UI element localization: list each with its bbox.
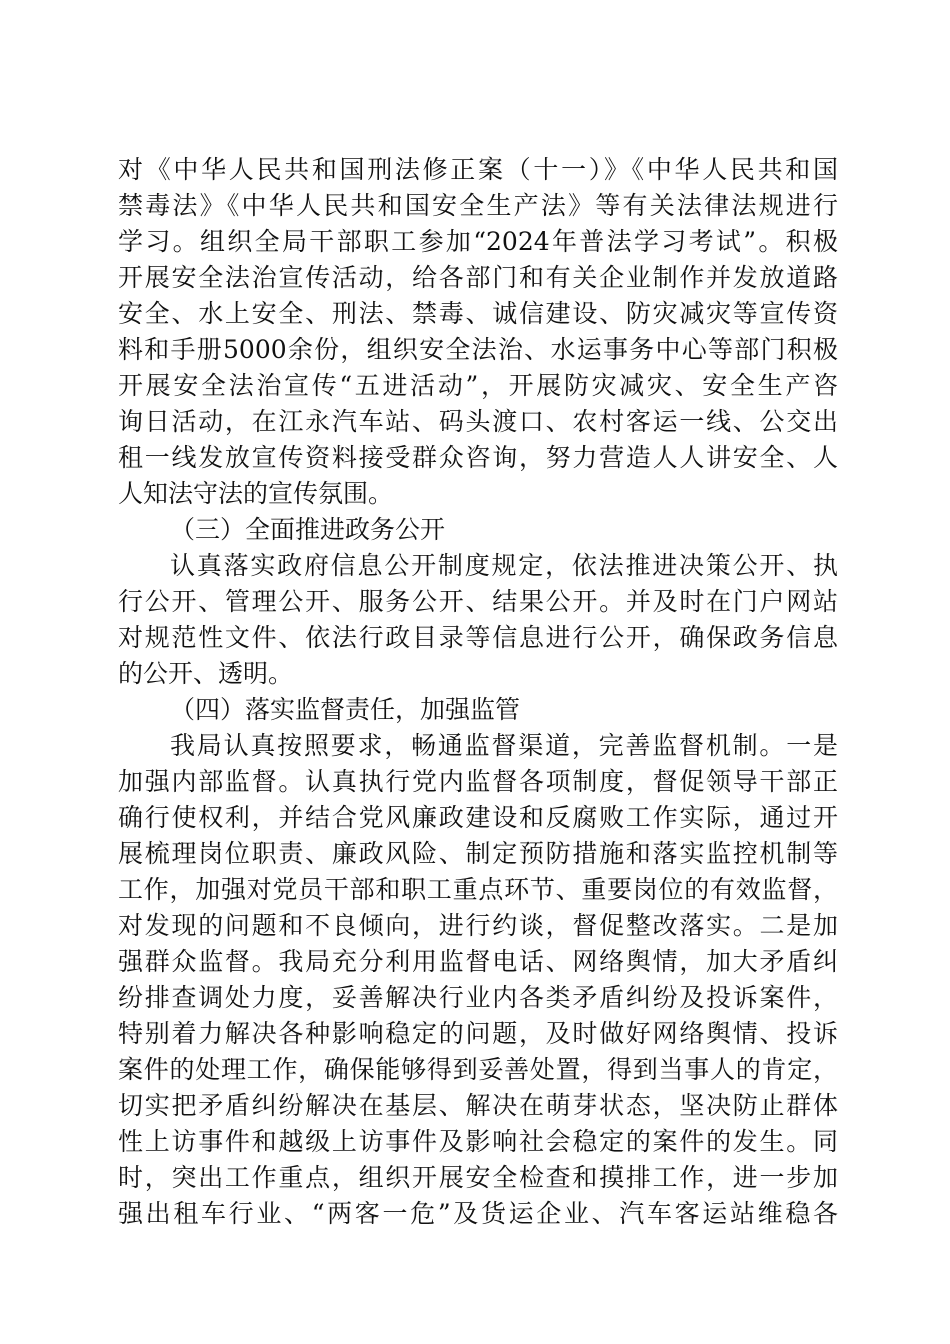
text-line: 对发现的问题和不良倾向，进行约谈，督促整改落实。二是加 xyxy=(118,911,838,940)
text-line: 开展安全法治宣传“五进活动”，开展防灾减灾、安全生产咨 xyxy=(118,371,838,400)
text-line: 对《中华人民共和国刑法修正案（十一）》《中华人民共和国 xyxy=(118,155,838,184)
text-line: 展梳理岗位职责、廉政风险、制定预防措施和落实监控机制等 xyxy=(118,839,838,868)
text-line: 案件的处理工作，确保能够得到妥善处置，得到当事人的肯定， xyxy=(118,1055,838,1084)
section-heading: （四）落实监督责任，加强监管 xyxy=(170,695,521,724)
text-line: 安全、水上安全、刑法、禁毒、诚信建设、防灾减灾等宣传资 xyxy=(118,299,838,328)
text-line: 性上访事件和越级上访事件及影响社会稳定的案件的发生。同 xyxy=(118,1127,838,1156)
text-line: 人知法守法的宣传氛围。 xyxy=(118,479,394,508)
text-line: 纷排查调处力度，妥善解决行业内各类矛盾纠纷及投诉案件， xyxy=(118,983,838,1012)
text-line: 行公开、管理公开、服务公开、结果公开。并及时在门户网站 xyxy=(118,587,838,616)
document-body xyxy=(118,152,838,1232)
text-line: 学习。组织全局干部职工参加“2024年普法学习考试”。积极 xyxy=(118,227,838,256)
text-line: 确行使权利，并结合党风廉政建设和反腐败工作实际，通过开 xyxy=(118,803,838,832)
text-line: 强出租车行业、“两客一危”及货运企业、汽车客运站维稳各 xyxy=(118,1199,838,1228)
text-line: 加强内部监督。认真执行党内监督各项制度，督促领导干部正 xyxy=(118,767,838,796)
text-line: 特别着力解决各种影响稳定的问题，及时做好网络舆情、投诉 xyxy=(118,1019,838,1048)
section-heading: （三）全面推进政务公开 xyxy=(170,515,446,544)
text-line: 工作，加强对党员干部和职工重点环节、重要岗位的有效监督， xyxy=(118,875,838,904)
text-line: 对规范性文件、依法行政目录等信息进行公开，确保政务信息 xyxy=(118,623,838,652)
text-line: 的公开、透明。 xyxy=(118,659,294,688)
text-line: 时，突出工作重点，组织开展安全检查和摸排工作，进一步加 xyxy=(118,1163,838,1192)
text-line: 询日活动，在江永汽车站、码头渡口、农村客运一线、公交出 xyxy=(118,407,838,436)
text-line: 强群众监督。我局充分利用监督电话、网络舆情，加大矛盾纠 xyxy=(118,947,838,976)
text-line: 租一线发放宣传资料接受群众咨询，努力营造人人讲安全、人 xyxy=(118,443,838,472)
paragraph-first-line: 我局认真按照要求，畅通监督渠道，完善监督机制。一是 xyxy=(170,731,838,760)
text-line: 开展安全法治宣传活动，给各部门和有关企业制作并发放道路 xyxy=(118,263,838,292)
text-line: 料和手册5000余份，组织安全法治、水运事务中心等部门积极 xyxy=(118,335,838,364)
paragraph-first-line: 认真落实政府信息公开制度规定，依法推进决策公开、执 xyxy=(170,551,838,580)
text-line: 切实把矛盾纠纷解决在基层、解决在萌芽状态，坚决防止群体 xyxy=(118,1091,838,1120)
text-line: 禁毒法》《中华人民共和国安全生产法》等有关法律法规进行 xyxy=(118,191,838,220)
